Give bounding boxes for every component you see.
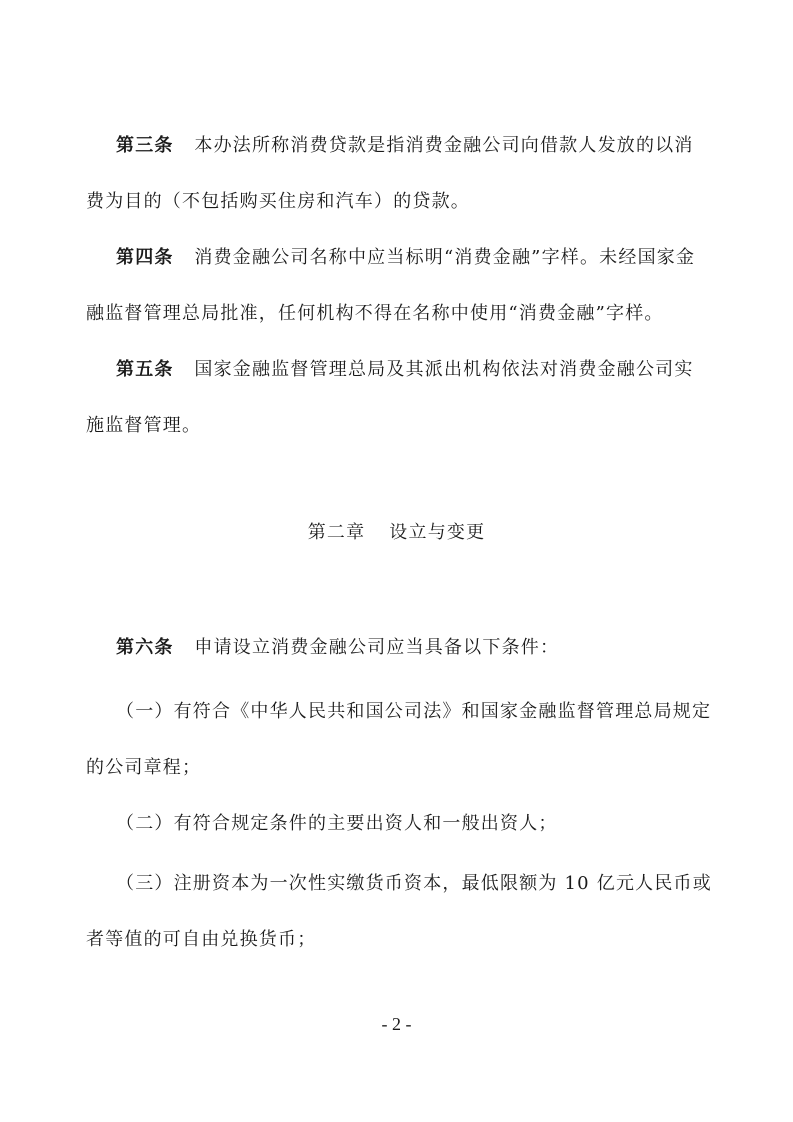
article-text: 消费金融公司名称中应当标明“消费金融”字样。未经国家金融监督管理总局批准，任何机构不得在名称中使用“消费金融”字样。 [86,247,696,324]
article-6 [86,620,712,676]
chapter-heading [0,518,793,544]
article-label: 第三条 [116,135,174,156]
article-5 [86,342,712,454]
article-4 [86,230,712,342]
article-label: 第四条 [116,247,174,268]
article-text: 申请设立消费金融公司应当具备以下条件： [194,637,560,658]
article-label: 第六条 [116,637,174,658]
condition-item-1 [86,684,712,796]
condition-text: （一）有符合《中华人民共和国公司法》和国家金融监督管理总局规定的公司章程； [86,701,712,778]
condition-text: （三）注册资本为一次性实缴货币资本，最低限额为 10 亿元人民币或者等值的可自由兑换货币； [86,873,712,950]
article-label: 第五条 [116,359,174,380]
chapter-title: 设立与变更 [389,522,486,543]
article-text: 国家金融监督管理总局及其派出机构依法对消费金融公司实施监督管理。 [86,359,694,436]
condition-item-3 [86,856,712,968]
chapter-number: 第二章 [307,522,366,543]
condition-text: （二）有符合规定条件的主要出资人和一般出资人； [116,813,558,834]
page-number: - 2 - [381,1014,412,1034]
article-3 [86,118,712,230]
condition-item-2 [86,796,712,852]
article-text: 本办法所称消费贷款是指消费金融公司向借款人发放的以消费为目的（不包括购买住房和汽车）的贷款。 [86,135,694,212]
